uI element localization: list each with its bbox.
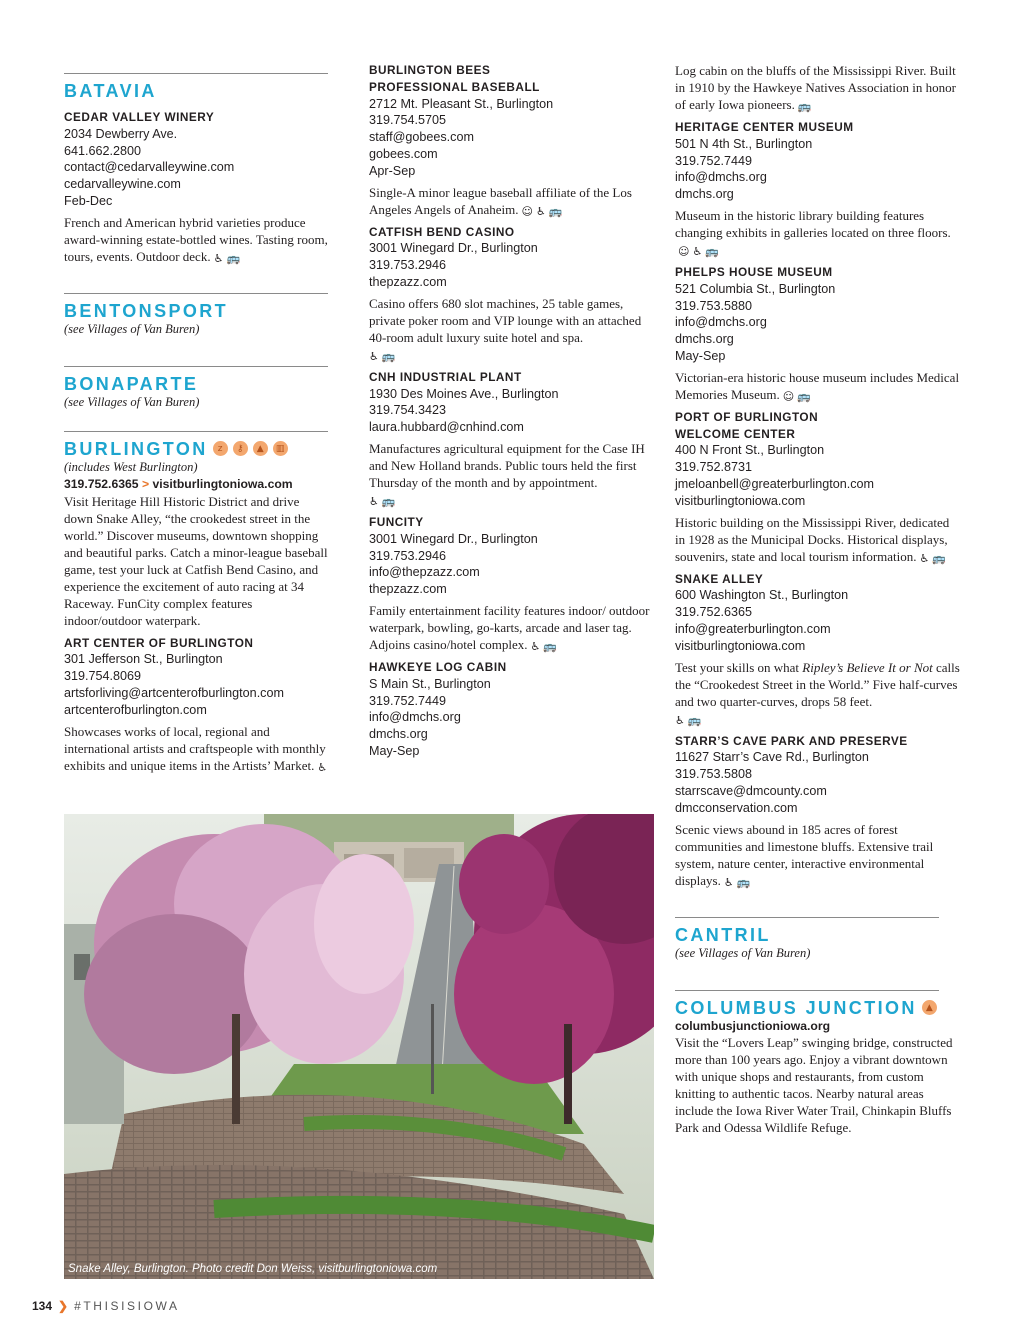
website-link[interactable]: dmchs.org	[675, 187, 734, 202]
family-icon: ☺	[678, 244, 690, 258]
column-3	[675, 58, 960, 1136]
website-link[interactable]: dmchs.org	[369, 727, 428, 742]
bus-icon: 🚌	[736, 875, 751, 889]
phone: 319.752.7449	[675, 153, 753, 168]
family-icon: ☺	[782, 389, 795, 403]
lodging-icon: z	[213, 441, 228, 456]
address: 301 Jefferson St., Burlington	[64, 652, 223, 667]
season: May-Sep	[369, 743, 420, 758]
email-link[interactable]: contact@cedarvalleywine.com	[64, 160, 235, 175]
camping-icon: ▲	[253, 441, 268, 456]
address: 521 Columbia St., Burlington	[675, 281, 836, 296]
phone: 319.754.8069	[64, 669, 142, 684]
museum-icon: ▥	[273, 441, 288, 456]
divider	[64, 366, 328, 367]
season: Feb-Dec	[64, 193, 113, 208]
email-link[interactable]: info@thepzazz.com	[369, 565, 480, 580]
wheelchair-icon: ♿	[317, 760, 328, 774]
listing-funcity	[369, 514, 653, 653]
listing-name-2: WELCOME CENTER	[675, 426, 796, 441]
address: 2712 Mt. Pleasant St., Burlington	[369, 96, 554, 111]
email-link[interactable]: artsforliving@artcenterofburlington.com	[64, 685, 284, 700]
listing-heritage-center	[675, 119, 960, 258]
address: 1930 Des Moines Ave., Burlington	[369, 386, 559, 401]
divider	[675, 917, 939, 918]
see-note: (includes West Burlington)	[64, 459, 198, 474]
wheelchair-icon: ♿	[369, 349, 379, 363]
town-heading-columbus-junction	[675, 998, 960, 1018]
town-heading-bonaparte: BONAPARTE	[64, 373, 199, 394]
address: 11627 Starr’s Cave Rd., Burlington	[675, 750, 869, 765]
bus-icon: 🚌	[226, 251, 241, 265]
description: Manufactures agricultural equipment for the Case IH and New Holland brands. Public tours held the first Thursday of the month and by appointment. ♿ 🚌	[369, 440, 645, 508]
website-link[interactable]: dmcconservation.com	[675, 800, 798, 815]
website-link[interactable]: visitburlingtoniowa.com	[675, 638, 806, 653]
phone: 319.754.3423	[369, 403, 447, 418]
listing-name-2: PROFESSIONAL BASEBALL	[369, 79, 540, 94]
listing-name: FUNCITY	[369, 514, 424, 529]
listing-name: PHELPS HOUSE MUSEUM	[675, 264, 833, 279]
season: Apr-Sep	[369, 163, 416, 178]
address: S Main St., Burlington	[369, 676, 491, 691]
listing-port-of-burlington	[675, 409, 960, 565]
wheelchair-icon: ♿	[723, 875, 734, 889]
wheelchair-icon: ♿	[692, 244, 703, 258]
wheelchair-icon: ♿	[535, 204, 546, 218]
phone: 319.753.5880	[675, 298, 753, 313]
see-note: (see Villages of Van Buren)	[64, 394, 200, 409]
camping-icon: ▲	[922, 1000, 937, 1015]
bus-icon: 🚌	[932, 551, 947, 565]
phone: 319.753.2946	[369, 548, 447, 563]
phone: 641.662.2800	[64, 143, 142, 158]
listing-name: ART CENTER OF BURLINGTON	[64, 635, 254, 650]
listing-name: CEDAR VALLEY WINERY	[64, 110, 215, 124]
address: 2034 Dewberry Ave.	[64, 126, 178, 141]
season: May-Sep	[675, 348, 726, 363]
email-link[interactable]: info@dmchs.org	[675, 170, 767, 185]
divider	[64, 431, 328, 432]
email-link[interactable]: info@dmchs.org	[675, 315, 767, 330]
listing-name: CNH INDUSTRIAL PLANT	[369, 369, 522, 384]
website-link[interactable]: cedarvalleywine.com	[64, 177, 181, 192]
town-title: COLUMBUS JUNCTION	[675, 997, 917, 1018]
phone: 319.753.2946	[369, 258, 447, 273]
listing-starrs-cave	[675, 733, 960, 889]
description: Showcases works of local, regional and international artists and craftspeople with monthly exhibits and unique items in the Artists’ Market. ♿	[64, 723, 328, 774]
listing-burlington-bees	[369, 62, 653, 218]
see-note: (see Villages of Van Buren)	[675, 945, 811, 960]
address: 501 N 4th St., Burlington	[675, 136, 813, 151]
website-link[interactable]: dmchs.org	[675, 332, 734, 347]
email-link[interactable]: starrscave@dmcounty.com	[675, 783, 827, 798]
listing-phelps-house	[675, 264, 960, 403]
website-link[interactable]: thepzazz.com	[369, 274, 447, 289]
phone: 319.753.5808	[675, 767, 753, 782]
listing-name: PORT OF BURLINGTON	[675, 409, 819, 424]
website-link[interactable]: gobees.com	[369, 146, 438, 161]
town-heading-burlington	[64, 439, 328, 459]
listing-cnh-industrial	[369, 369, 653, 508]
address: 3001 Winegard Dr., Burlington	[369, 241, 538, 256]
phone: 319.752.7449	[369, 693, 447, 708]
email-link[interactable]: info@dmchs.org	[369, 710, 461, 725]
divider	[675, 990, 939, 991]
photo-caption: Snake Alley, Burlington. Photo credit Don Weiss, visitburlingtoniowa.com	[68, 1263, 438, 1275]
website-link[interactable]: visitburlingtoniowa.com	[675, 493, 806, 508]
phone: 319.752.6365	[64, 476, 139, 491]
phone: 319.752.6365	[675, 605, 753, 620]
address: 3001 Winegard Dr., Burlington	[369, 531, 538, 546]
wheelchair-icon: ♿	[675, 713, 685, 727]
bus-icon: 🚌	[381, 349, 396, 363]
bus-icon: 🚌	[797, 100, 812, 113]
description: Family entertainment facility features indoor/ outdoor waterpark, bowling, go-karts, arcade and laser tag. Adjoins casino/hotel complex. ♿ 🚌	[369, 602, 650, 653]
listing-art-center	[64, 635, 328, 774]
town-contact	[64, 476, 328, 493]
bus-icon: 🚌	[705, 244, 720, 258]
website-link[interactable]: artcenterofburlington.com	[64, 702, 207, 717]
description: Scenic views abound in 185 acres of forest communities and limestone bluffs. Extensive trail system, nature center, interactive environmental displays. ♿ 🚌	[675, 821, 934, 889]
address: 400 N Front St., Burlington	[675, 443, 825, 458]
listing-name: BURLINGTON BEES	[369, 63, 491, 77]
description: French and American hybrid varieties produce award-winning estate-bottled wines. Tasting room, tours, events. Outdoor deck. ♿ 🚌	[64, 214, 328, 265]
phone: 319.754.5705	[369, 113, 447, 128]
hawkeye-description: Log cabin on the bluffs of the Mississippi River. Built in 1910 by the Hawkeye Natives Association in honor of early Iowa pioneers. 🚌	[675, 63, 956, 113]
email-link[interactable]: info@greaterburlington.com	[675, 621, 831, 636]
divider	[64, 73, 328, 74]
phone: 319.752.8731	[675, 460, 753, 475]
email-link[interactable]: laura.hubbard@cnhind.com	[369, 420, 524, 435]
listing-hawkeye-log-cabin	[369, 659, 653, 760]
listing-name: HERITAGE CENTER MUSEUM	[675, 120, 854, 134]
chevron-right-icon: ❯	[58, 1299, 69, 1313]
listing-name: STARR’S CAVE PARK AND PRESERVE	[675, 733, 908, 748]
description: Test your skills on what Ripley’s Believe It or Not calls the “Crookedest Street in the World.” Five half-curves and two quarter-curves, drops 58 feet. ♿ 🚌	[675, 659, 960, 727]
email-link[interactable]: staff@gobees.com	[369, 130, 474, 145]
description: Museum in the historic library building features changing exhibits in galleries located on three floors.☺ ♿ 🚌	[675, 207, 951, 258]
divider	[64, 293, 328, 294]
family-icon: ☺	[521, 204, 533, 218]
description: Victorian-era historic house museum includes Medical Memories Museum. ☺ 🚌	[675, 369, 960, 403]
bus-icon: 🚌	[687, 713, 702, 727]
address: 600 Washington St., Burlington	[675, 588, 849, 603]
website-link[interactable]: thepzazz.com	[369, 582, 447, 597]
wheelchair-icon: ♿	[530, 639, 541, 653]
see-note: (see Villages of Van Buren)	[64, 321, 200, 336]
town-title: BURLINGTON	[64, 438, 208, 459]
page-number: 134	[32, 1299, 53, 1313]
website-link[interactable]: visitburlingtoniowa.com	[152, 476, 293, 491]
wheelchair-icon: ♿	[213, 251, 224, 265]
column-2	[369, 62, 653, 760]
listing-name: CATFISH BEND CASINO	[369, 224, 515, 239]
bus-icon: 🚌	[797, 389, 811, 403]
town-description: Visit Heritage Hill Historic District and drive down Snake Alley, “the crookedest street in the world.” Discover museums, downtown shopping and beautiful parks. Catch a minor-league baseball game, test your luck at Catfish Bend Casino, and experience the excitement of auto racing at 34 Raceway. FunCity complex features indoor/outdoor waterpark.	[64, 493, 328, 628]
column-1	[64, 0, 328, 774]
bus-icon: 🚌	[543, 639, 558, 653]
listing-snake-alley	[675, 571, 960, 727]
wheelchair-icon: ♿	[919, 551, 930, 565]
key-icon: ⚷	[233, 441, 248, 456]
description: Casino offers 680 slot machines, 25 table games, private poker room and VIP lounge with an attached 40-room adult luxury suite hotel and spa. ♿ 🚌	[369, 295, 642, 363]
listing-cedar-valley-winery	[64, 109, 328, 265]
listing-name: HAWKEYE LOG CABIN	[369, 659, 507, 674]
arrow-icon: >	[141, 476, 150, 491]
listing-catfish-bend-casino	[369, 224, 653, 363]
bus-icon: 🚌	[548, 204, 563, 218]
website-link[interactable]: columbusjunctioniowa.org	[675, 1018, 831, 1033]
town-heading-batavia: BATAVIA	[64, 81, 157, 101]
town-heading-cantril: CANTRIL	[675, 924, 771, 945]
town-description: Visit the “Lovers Leap” swinging bridge, constructed more than 100 years ago. Enjoy a vibrant downtown with unique shops and restaurants, from custom knitting to authentic tacos. Nearby natural areas include the Iowa River Water Trail, Chinkapin Bluffs Park and Odessa Wildlife Refuge.	[675, 1035, 953, 1136]
email-link[interactable]: jmeloanbell@greaterburlington.com	[675, 476, 874, 491]
description: Single-A minor league baseball affiliate of the Los Angeles Angels of Anaheim. ☺ ♿ 🚌	[369, 184, 632, 218]
wheelchair-icon: ♿	[369, 494, 379, 508]
bus-icon: 🚌	[381, 494, 396, 508]
snake-alley-photo	[64, 814, 654, 1279]
listing-name: SNAKE ALLEY	[675, 571, 764, 586]
hashtag: #THISISIOWA	[74, 1299, 180, 1313]
page-footer	[32, 1299, 180, 1313]
description: Historic building on the Mississippi River, dedicated in 1928 as the Municipal Docks. Historical displays, souvenirs, state and local tourism information. ♿ 🚌	[675, 514, 950, 565]
town-heading-bentonsport: BENTONSPORT	[64, 300, 229, 321]
